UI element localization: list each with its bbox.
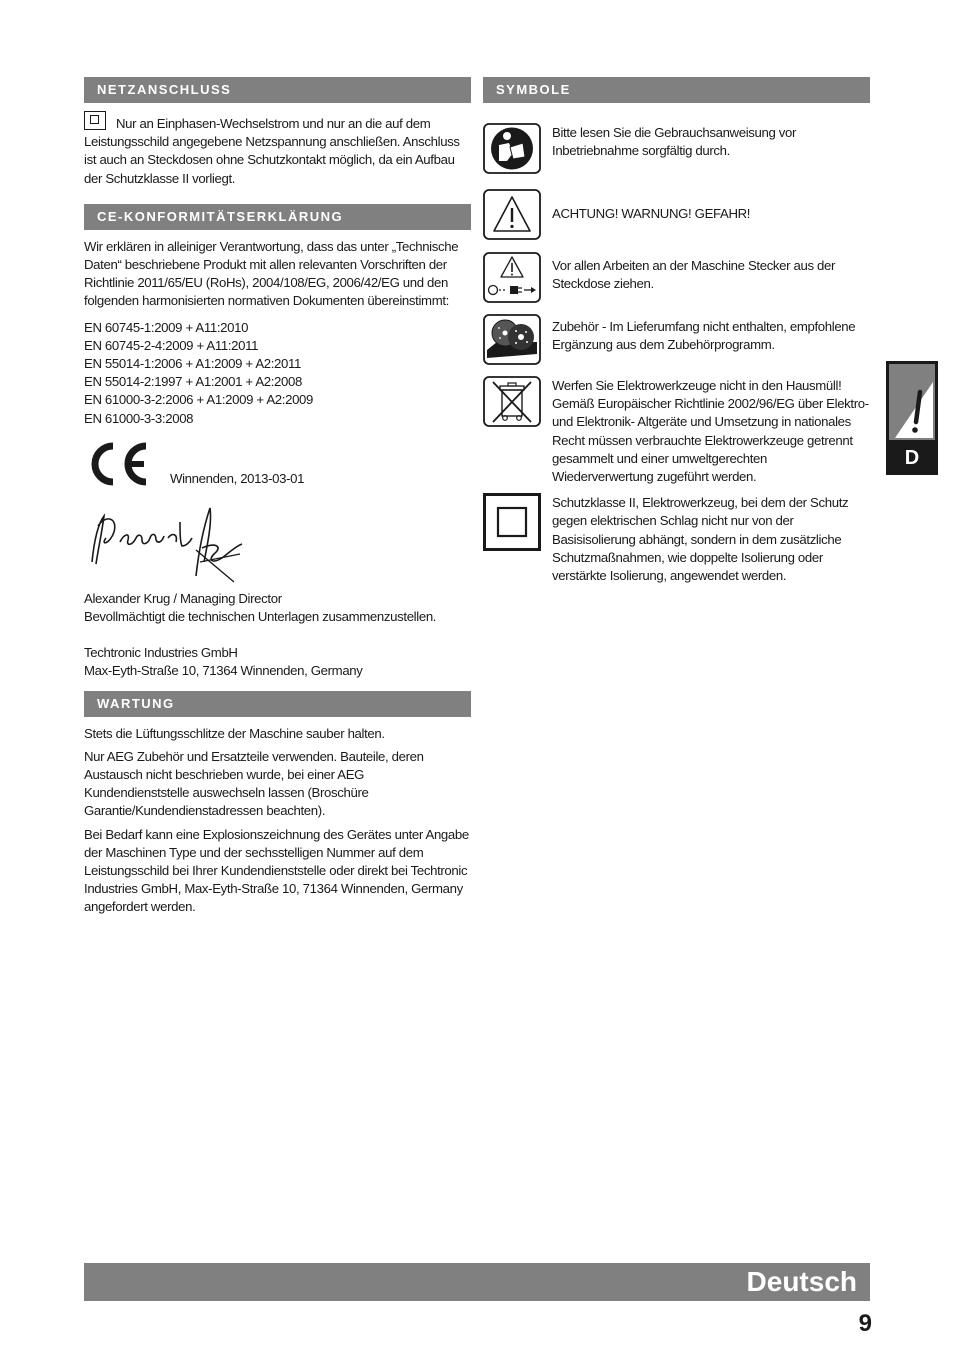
netzanschluss-body bbox=[84, 111, 471, 188]
symbole-heading: SYMBOLE bbox=[483, 77, 870, 103]
warning-exclamation-icon bbox=[889, 364, 935, 440]
footer-language: Deutsch bbox=[746, 1266, 857, 1297]
protection-class-ii-icon bbox=[483, 493, 541, 551]
norm-item: EN 61000-3-3:2008 bbox=[84, 410, 194, 426]
wartung-p3: Bei Bedarf kann eine Explosionszeichnung des Gerätes unter Angabe der Maschinen Type und der sechsstelligen Nummer auf dem Leistungsschild bei Ihrer Kundendienststelle oder direkt bei Techtronic Industries GmbH, Max-Eyth-Straße 10, 71364 Winnenden, Germany angefordert werden. bbox=[84, 826, 469, 915]
company-address: Max-Eyth-Straße 10, 71364 Winnenden, Germany bbox=[84, 663, 363, 679]
signature-image bbox=[84, 502, 254, 584]
page-number: 9 bbox=[858, 1310, 872, 1337]
symbol-row bbox=[483, 123, 870, 174]
norm-item: EN 55014-2:1997 + A1:2001 + A2:2008 bbox=[84, 374, 302, 390]
authorized-text: Bevollmächtigt die technischen Unterlagen zusammenzustellen. bbox=[84, 609, 437, 625]
symbol-text: Vor allen Arbeiten an der Maschine Stecker aus der Steckdose ziehen. bbox=[552, 258, 836, 292]
norm-item: EN 60745-1:2009 + A11:2010 bbox=[84, 319, 249, 335]
protection-class-ii-icon bbox=[84, 111, 106, 130]
netzanschluss-text: Nur an Einphasen-Wechselstrom und nur an die auf dem Leistungsschild angegebene Netzspannung anschließen. Anschluss ist auch an Steckdosen ohne Schutzkontakt möglich, da ein Aufbau der Schutzklasse II vorliegt. bbox=[84, 116, 460, 186]
symbol-row bbox=[483, 314, 870, 365]
wartung-p1: Stets die Lüftungsschlitze der Maschine sauber halten. bbox=[84, 725, 385, 741]
norm-item: EN 60745-2-4:2009 + A11:2011 bbox=[84, 337, 259, 353]
footer-language-bar bbox=[84, 1263, 870, 1301]
signer: Alexander Krug / Managing Director bbox=[84, 590, 282, 606]
wartung-body bbox=[84, 725, 471, 917]
language-side-tab bbox=[886, 361, 938, 475]
ce-body bbox=[84, 238, 471, 681]
symbol-text: Schutzklasse II, Elektrowerkzeug, bei dem der Schutz gegen elektrischen Schlag nicht nur von der Basisisolierung abhängt, sondern in dem zusätzliche Schutzmaßnahmen, wie doppelte Isolierung oder verstärkte Isolierung, angewendet werden. bbox=[552, 495, 849, 584]
ce-intro: Wir erklären in alleiniger Verantwortung, dass das unter „Technische Daten“ beschriebene Produkt mit allen relevanten Vorschriften der Richtlinie 2011/65/EU (RoHs), 2004/108/EG, 2006/42/EG und den folgenden harmonisierten normativen Dokumenten übereinstimmt: bbox=[84, 238, 459, 309]
symbol-row bbox=[483, 376, 870, 486]
accessory-discs-icon bbox=[483, 314, 541, 365]
warning-triangle-icon bbox=[483, 189, 541, 240]
netzanschluss-heading: NETZANSCHLUSS bbox=[84, 77, 471, 103]
unplug-icon bbox=[483, 252, 541, 303]
left-column bbox=[84, 77, 471, 922]
side-tab-graphic bbox=[889, 364, 935, 440]
ce-mark-row bbox=[84, 440, 471, 500]
symbol-text: Werfen Sie Elektrowerkzeuge nicht in den Hausmüll! Gemäß Europäischer Richtlinie 2002/96/EG über Elektro- und Elektronik- Altgeräte und Umsetzung in nationales Recht müssen verbrauchte Elektrowerkzeuge getrennt gesammelt und einer umweltgerechten Wiederverwertung zugeführt werden. bbox=[552, 378, 869, 485]
symbol-row bbox=[483, 493, 870, 585]
norm-item: EN 61000-3-2:2006 + A1:2009 + A2:2009 bbox=[84, 392, 314, 408]
wartung-heading: WARTUNG bbox=[84, 691, 471, 717]
crossed-bin-icon bbox=[483, 376, 541, 427]
norms-list bbox=[84, 319, 471, 428]
ce-mark-icon bbox=[84, 440, 150, 488]
right-column bbox=[483, 77, 870, 585]
place-date: Winnenden, 2013-03-01 bbox=[170, 470, 305, 486]
norm-item: EN 55014-1:2006 + A1:2009 + A2:2011 bbox=[84, 356, 302, 372]
ce-heading: CE-KONFORMITÄTSERKLÄRUNG bbox=[84, 204, 471, 230]
side-tab-label: D bbox=[904, 447, 920, 469]
company-name: Techtronic Industries GmbH bbox=[84, 645, 238, 661]
read-manual-icon bbox=[483, 123, 541, 174]
symbol-text: Bitte lesen Sie die Gebrauchsanweisung vor Inbetriebnahme sorgfältig durch. bbox=[552, 125, 797, 159]
symbol-row bbox=[483, 252, 870, 303]
symbol-row bbox=[483, 189, 870, 240]
wartung-p2: Nur AEG Zubehör und Ersatzteile verwenden. Bauteile, deren Austausch nicht beschrieben wurde, bei einer AEG Kundendienststelle auswechseln lassen (Broschüre Garantie/Kundendienstadressen beachten). bbox=[84, 748, 424, 819]
symbol-text: ACHTUNG! WARNUNG! GEFAHR! bbox=[552, 206, 751, 221]
symbol-text: Zubehör - Im Lieferumfang nicht enthalten, empfohlene Ergänzung aus dem Zubehörprogramm. bbox=[552, 319, 856, 353]
